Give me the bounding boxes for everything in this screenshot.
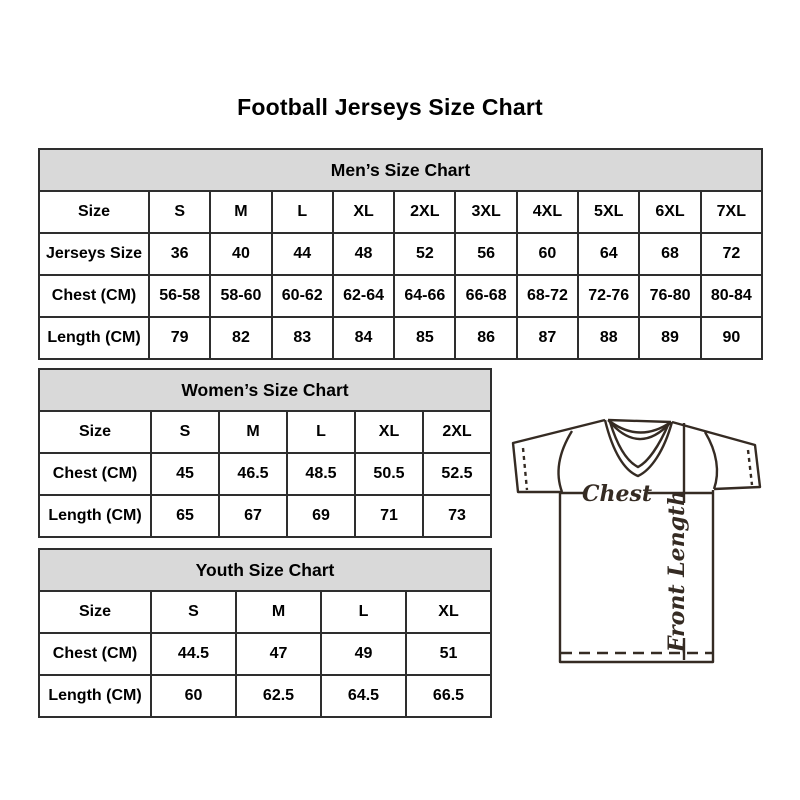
table-cell: 68-72: [517, 275, 578, 317]
table-row: [39, 495, 491, 537]
table-cell: Size: [39, 591, 151, 633]
table-title-row: [39, 549, 491, 591]
table-cell: 3XL: [455, 191, 516, 233]
table-cell: 51: [406, 633, 491, 675]
table-cell: 86: [455, 317, 516, 359]
table-cell: 90: [701, 317, 762, 359]
table-cell: 44: [272, 233, 333, 275]
table-cell: 7XL: [701, 191, 762, 233]
table-cell: 44.5: [151, 633, 236, 675]
table-cell: 64: [578, 233, 639, 275]
table-cell: XL: [406, 591, 491, 633]
table-cell: 47: [236, 633, 321, 675]
table-cell: Size: [39, 411, 151, 453]
table-cell: 45: [151, 453, 219, 495]
youth-size-table: [38, 548, 492, 718]
table-cell: 60-62: [272, 275, 333, 317]
table-cell: S: [151, 411, 219, 453]
womens-size-table: [38, 368, 492, 538]
table-cell: 69: [287, 495, 355, 537]
table-cell: 48: [333, 233, 394, 275]
table-cell: 49: [321, 633, 406, 675]
table-cell: 36: [149, 233, 210, 275]
table-title-row: [39, 369, 491, 411]
table-cell: 60: [151, 675, 236, 717]
table-row: [39, 675, 491, 717]
table-cell: 50.5: [355, 453, 423, 495]
table-cell: 60: [517, 233, 578, 275]
table-cell: 72-76: [578, 275, 639, 317]
table-cell: M: [236, 591, 321, 633]
table-cell: 65: [151, 495, 219, 537]
table-cell: Length (CM): [39, 495, 151, 537]
table-title: Women’s Size Chart: [39, 369, 491, 411]
jersey-measurement-diagram: [496, 396, 776, 676]
chest-label: Chest: [581, 481, 653, 507]
table-cell: S: [149, 191, 210, 233]
table-row: [39, 275, 762, 317]
table-cell: 84: [333, 317, 394, 359]
table-cell: S: [151, 591, 236, 633]
table-cell: M: [210, 191, 271, 233]
table-cell: 66.5: [406, 675, 491, 717]
table-cell: 88: [578, 317, 639, 359]
table-cell: 5XL: [578, 191, 639, 233]
table-cell: 79: [149, 317, 210, 359]
table-cell: 56-58: [149, 275, 210, 317]
table-cell: 64.5: [321, 675, 406, 717]
table-cell: 62-64: [333, 275, 394, 317]
table-title-row: [39, 149, 762, 191]
armhole-seam-right: [705, 432, 717, 489]
cuff-dash-left: [523, 448, 527, 490]
table-cell: 71: [355, 495, 423, 537]
table-cell: 4XL: [517, 191, 578, 233]
table-row: [39, 411, 491, 453]
table-cell: Size: [39, 191, 149, 233]
table-cell: 85: [394, 317, 455, 359]
table-cell: Length (CM): [39, 317, 149, 359]
table-cell: 58-60: [210, 275, 271, 317]
table-row: [39, 591, 491, 633]
table-row: [39, 453, 491, 495]
table-cell: 66-68: [455, 275, 516, 317]
table-cell: Chest (CM): [39, 453, 151, 495]
jersey-collar-band-arc-2: [609, 421, 670, 439]
table-cell: L: [272, 191, 333, 233]
table-cell: 89: [639, 317, 700, 359]
table-row: [39, 191, 762, 233]
table-cell: Chest (CM): [39, 633, 151, 675]
armhole-seam-left: [559, 431, 572, 492]
table-cell: 83: [272, 317, 333, 359]
table-cell: 2XL: [423, 411, 491, 453]
table-cell: XL: [333, 191, 394, 233]
table-cell: 76-80: [639, 275, 700, 317]
table-row: [39, 317, 762, 359]
mens-size-table: [38, 148, 763, 360]
table-cell: Length (CM): [39, 675, 151, 717]
table-cell: 87: [517, 317, 578, 359]
table-cell: 6XL: [639, 191, 700, 233]
table-cell: 80-84: [701, 275, 762, 317]
table-cell: 62.5: [236, 675, 321, 717]
table-cell: 52.5: [423, 453, 491, 495]
table-cell: 72: [701, 233, 762, 275]
jersey-outline: [513, 420, 760, 662]
table-row: [39, 233, 762, 275]
table-cell: 52: [394, 233, 455, 275]
table-cell: 68: [639, 233, 700, 275]
table-cell: 56: [455, 233, 516, 275]
table-cell: M: [219, 411, 287, 453]
page-title: Football Jerseys Size Chart: [237, 94, 543, 120]
table-cell: 67: [219, 495, 287, 537]
table-title: Youth Size Chart: [39, 549, 491, 591]
table-cell: Jerseys Size: [39, 233, 149, 275]
table-cell: L: [287, 411, 355, 453]
table-cell: Chest (CM): [39, 275, 149, 317]
table-row: [39, 633, 491, 675]
jersey-collar: [608, 420, 671, 422]
table-cell: 2XL: [394, 191, 455, 233]
table-cell: 82: [210, 317, 271, 359]
table-cell: XL: [355, 411, 423, 453]
table-cell: 73: [423, 495, 491, 537]
cuff-dash-right: [748, 450, 752, 485]
table-cell: 64-66: [394, 275, 455, 317]
table-cell: 48.5: [287, 453, 355, 495]
front-length-label: Front Length: [664, 489, 690, 653]
table-title: Men’s Size Chart: [39, 149, 762, 191]
table-cell: 40: [210, 233, 271, 275]
table-cell: 46.5: [219, 453, 287, 495]
table-cell: L: [321, 591, 406, 633]
